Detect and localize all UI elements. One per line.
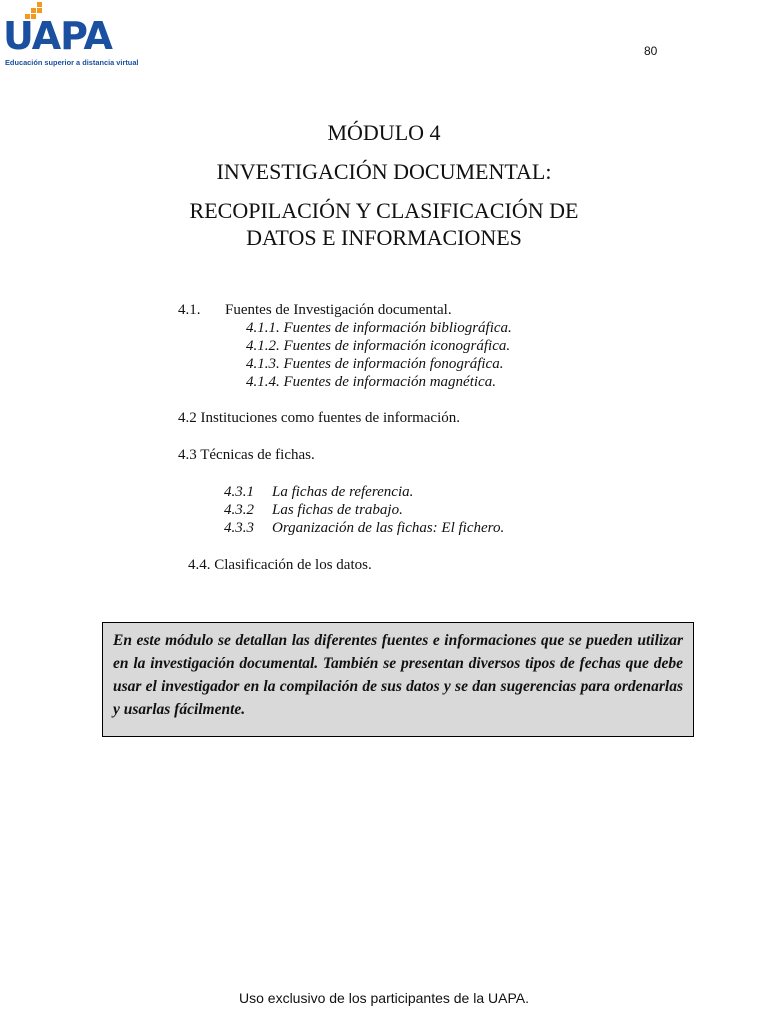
- toc-item-4-3-2: [224, 501, 403, 519]
- toc-title: 4.1.4. Fuentes de información magnética.: [246, 374, 496, 390]
- summary-box: [102, 622, 694, 737]
- toc-item-4-3-3: [224, 519, 504, 537]
- toc-number: 4.3.3: [224, 520, 254, 536]
- page-number: 80: [644, 44, 658, 58]
- toc-title: Las fichas de trabajo.: [272, 502, 403, 518]
- toc-number: 4.3.1: [224, 484, 254, 500]
- toc-item-4-1-1: [246, 319, 512, 337]
- toc-title: 4.1.2. Fuentes de información iconográfica.: [246, 338, 511, 354]
- title-line-1: INVESTIGACIÓN DOCUMENTAL:: [216, 159, 552, 184]
- toc-title: 4.1.1. Fuentes de información bibliográfica.: [246, 320, 512, 336]
- toc-title: Fuentes de Investigación documental.: [225, 302, 452, 318]
- toc-number: 4.1.: [178, 302, 201, 318]
- toc-item-4-1-4: [246, 373, 496, 391]
- toc-title: 4.1.3. Fuentes de información fonográfica.: [246, 356, 504, 372]
- toc-number: 4.3.2: [224, 502, 254, 518]
- toc-item-4-1-2: [246, 337, 510, 355]
- toc-title: Organización de las fichas: El fichero.: [272, 520, 505, 536]
- toc-item-4-1-3: [246, 355, 503, 373]
- toc-title: La fichas de referencia.: [272, 484, 414, 500]
- uapa-logo: [3, 2, 138, 68]
- toc-item-4-3-1: [224, 483, 413, 501]
- logo-square-icon: [37, 8, 42, 13]
- summary-text: En este módulo se detallan las diferentes fuentes e informaciones que se pueden utilizar en la investigación documental. También se presentan diversos tipos de fechas que debe usar el investigador en la compilación de sus datos y se dan sugerencias para ordenarlas y usarlas fácilmente.: [113, 632, 683, 718]
- footer-note: Uso exclusivo de los participantes de la UAPA.: [239, 990, 529, 1006]
- toc-item-4-1: [178, 301, 452, 319]
- title-line-3: DATOS E INFORMACIONES: [246, 225, 522, 250]
- toc-item-4-4: 4.4. Clasificación de los datos.: [188, 557, 372, 573]
- logo-wordmark: UAPA: [3, 14, 112, 58]
- module-title: MÓDULO 4: [327, 120, 441, 145]
- title-line-2: RECOPILACIÓN Y CLASIFICACIÓN DE: [189, 198, 579, 223]
- logo-tagline: Educación superior a distancia virtual: [5, 58, 139, 67]
- toc-item-4-2: 4.2 Instituciones como fuentes de información.: [178, 410, 461, 426]
- logo-square-icon: [31, 8, 36, 13]
- toc-item-4-3: 4.3 Técnicas de fichas.: [178, 447, 315, 463]
- logo-square-icon: [37, 2, 42, 7]
